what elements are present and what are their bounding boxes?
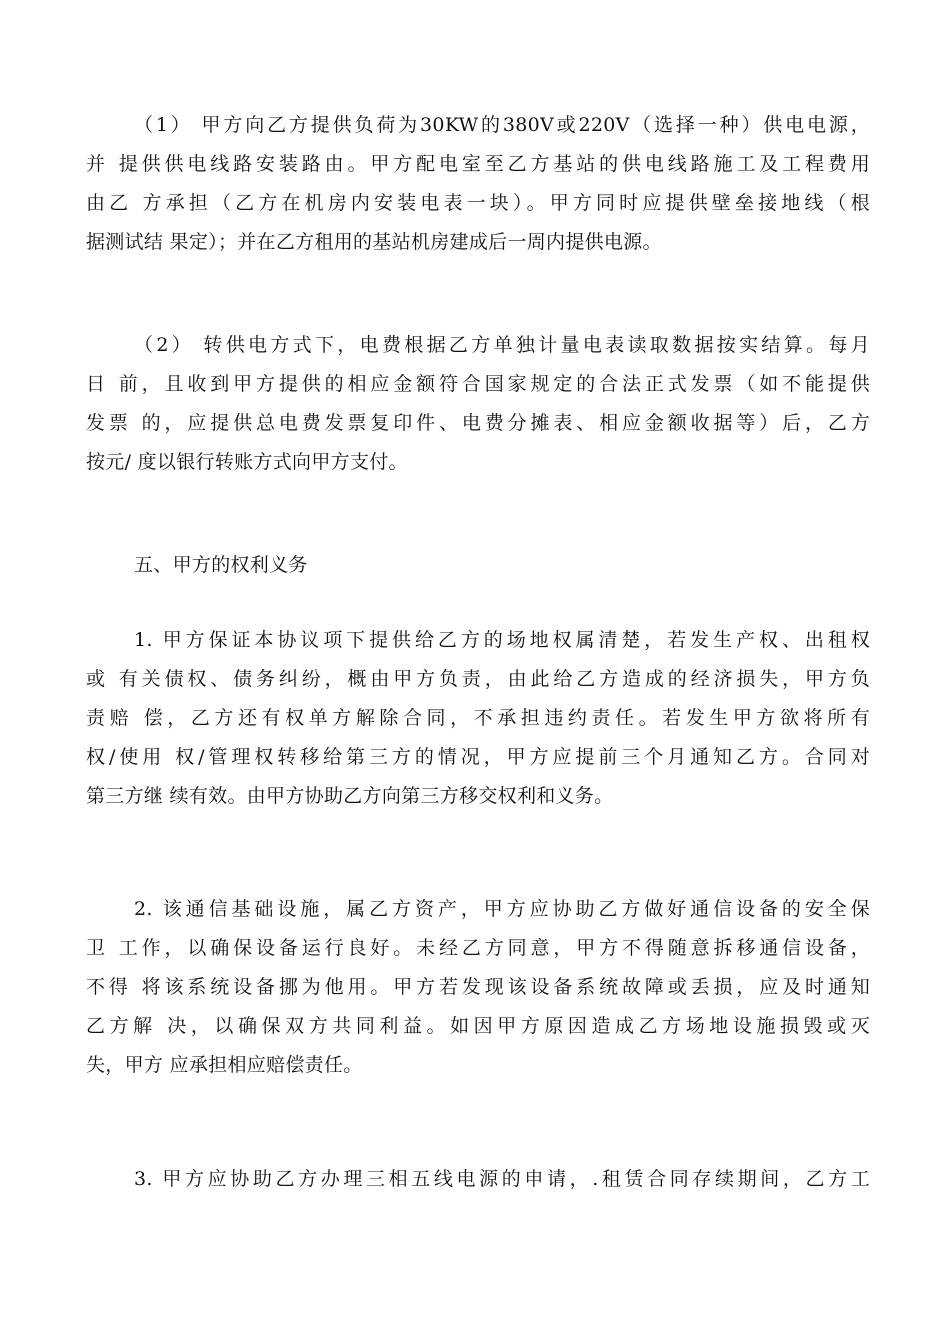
text-line: 失，甲方 应承担相应赔偿责任。 [86, 1054, 363, 1076]
text-line: 不得 将该系统设备挪为他用。甲方若发现该设备系统故障或丢损，应及时通知 [86, 976, 870, 998]
text-line: 并 提供供电线路安装路由。甲方配电室至乙方基站的供电线路施工及工程费用 [86, 153, 870, 175]
text-line: 权/使用 权/管理权转移给第三方的情况，甲方应提前三个月通知乙方。合同对 [86, 746, 870, 768]
text-line: 第三方继 续有效。由甲方协助乙方向第三方移交权利和义务。 [86, 785, 614, 807]
text-line: 1. 甲方保证本协议项下提供给乙方的场地权属清楚，若发生产权、出租权 [134, 629, 870, 651]
text-line: 3. 甲方应协助乙方办理三相五线电源的申请，.租赁合同存续期间，乙方工 [134, 1168, 870, 1190]
text-line: 发票 的，应提供总电费发票复印件、电费分摊表、相应金额收据等）后，乙方 [86, 412, 870, 434]
text-line: 乙方解 决，以确保双方共同利益。如因甲方原因造成乙方场地设施损毁或灭 [86, 1015, 870, 1037]
text-line: 2. 该通信基础设施，属乙方资产，甲方应协助乙方做好通信设备的安全保 [134, 898, 870, 920]
text-line: 日 前，且收到甲方提供的相应金额符合国家规定的合法正式发票（如不能提供 [86, 373, 870, 395]
section-heading-text: 五、甲方的权利义务 [134, 554, 308, 576]
text-line: （1） 甲方向乙方提供负荷为30KW的380V或220V（选择一种）供电电源， [134, 114, 870, 136]
text-line: 据测试结 果定）；并在乙方租用的基站机房建成后一周内提供电源。 [86, 231, 662, 253]
text-line: 由乙 方承担（乙方在机房内安装电表一块）。甲方同时应提供壁垒接地线（根 [86, 192, 870, 214]
text-line: （2） 转供电方式下，电费根据乙方单独计量电表读取数据按实结算。每月 [134, 334, 870, 356]
text-line: 卫 工作，以确保设备运行良好。未经乙方同意，甲方不得随意拆移通信设备， [86, 937, 870, 959]
paragraph-clause-1 [86, 621, 870, 816]
text-line: 按元/ 度以银行转账方式向甲方支付。 [86, 451, 408, 473]
paragraph-power-supply-1 [86, 106, 870, 262]
paragraph-clause-3 [86, 1160, 870, 1199]
text-line: 或 有关债权、债务纠纷，概由甲方负责，由此给乙方造成的经济损失，甲方负 [86, 668, 870, 690]
text-line: 责赔 偿，乙方还有权单方解除合同，不承担违约责任。若发生甲方欲将所有 [86, 707, 870, 729]
paragraph-power-supply-2 [86, 326, 870, 482]
section-heading [86, 546, 870, 585]
paragraph-clause-2 [86, 890, 870, 1085]
